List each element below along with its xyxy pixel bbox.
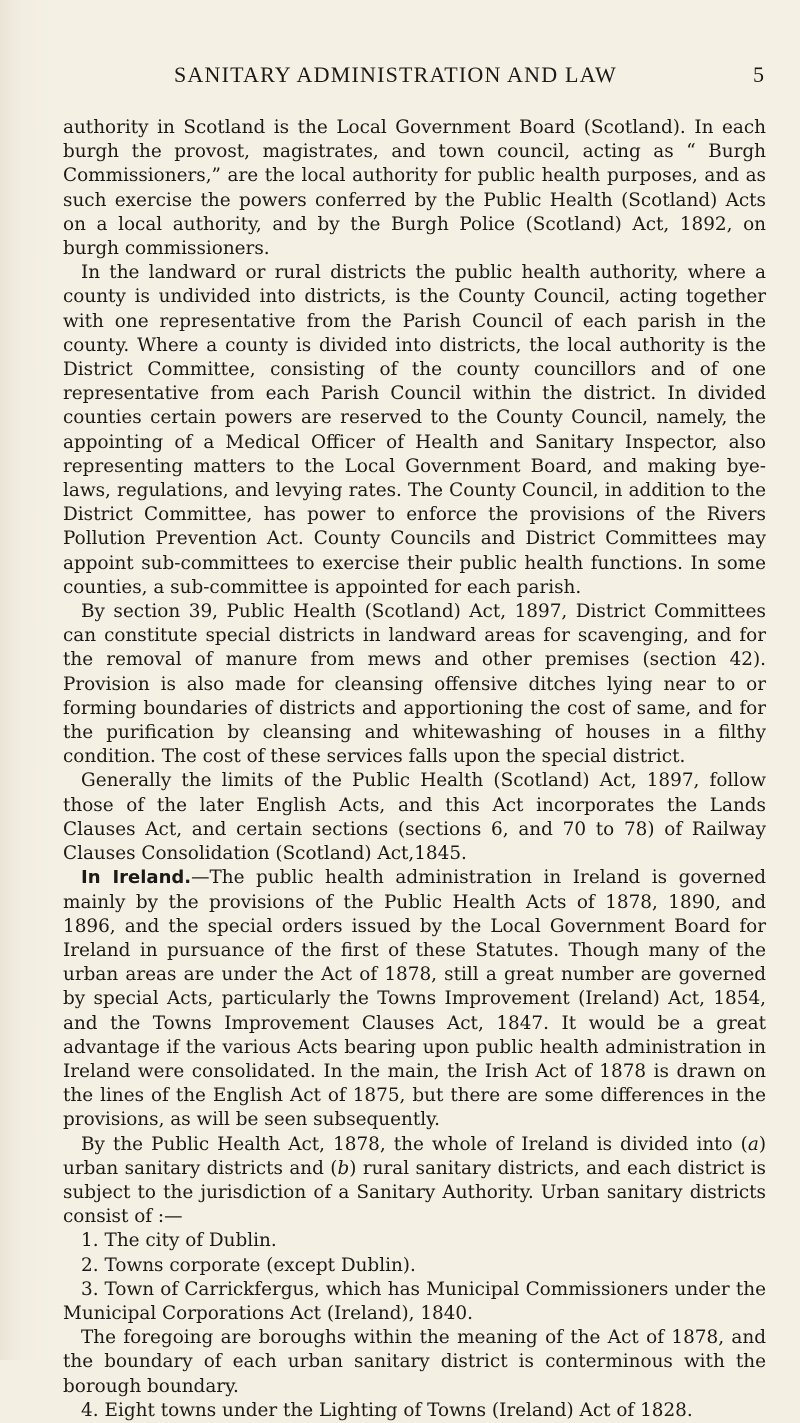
section-heading-ireland: In Ireland. bbox=[81, 867, 192, 889]
text-run: ) rural sanitary districts, and each district is subject to the jurisdiction of a Sanitary Authority. Urban sanitary districts consist of :— bbox=[63, 1157, 766, 1228]
list-item bbox=[63, 1229, 766, 1253]
page-number: 5 bbox=[753, 62, 764, 87]
list-text: Eight towns under the Lighting of Towns (Ireland) Act of 1828. bbox=[104, 1399, 693, 1421]
paragraph: Generally the limits of the Public Health (Scotland) Act, 1897, follow those of the later English Acts, and this Act incorporates the Lands Clauses Act, and certain sections (sections 6, and 70 to 78) of Railway Clauses Consolidation (Scotland) Act,1845. bbox=[63, 770, 766, 865]
list-item bbox=[63, 1254, 766, 1278]
text-run: ) urban sanitary districts and ( bbox=[63, 1133, 766, 1179]
list-item bbox=[63, 1278, 766, 1326]
italic-letter-a: a bbox=[747, 1133, 759, 1155]
list-number: 4. bbox=[81, 1399, 99, 1421]
body-text bbox=[63, 116, 766, 1423]
list-text: The city of Dublin. bbox=[104, 1230, 277, 1252]
running-head: SANITARY ADMINISTRATION AND LAW bbox=[174, 62, 617, 87]
list-item bbox=[63, 1399, 766, 1423]
list-text: Town of Carrickfergus, which has Municipal Commissioners under the Municipal Corporations Act (Ireland), 1840. bbox=[63, 1278, 766, 1324]
list-number: 2. bbox=[81, 1254, 99, 1276]
page-header bbox=[174, 62, 794, 92]
list-number: 1. bbox=[81, 1230, 99, 1252]
list-text: Towns corporate (except Dublin). bbox=[104, 1254, 416, 1276]
paragraph: By section 39, Public Health (Scotland) Act, 1897, District Committees can constitute special districts in landward areas for scavenging, and for the removal of manure from mews and other premises (section 42). Provision is also made for cleansing offensive ditches lying near to or forming boundaries of districts and apportioning the cost of same, and for the purification by cleansing and whitewashing of houses in a filthy condition. The cost of these services falls upon the special district. bbox=[63, 601, 766, 768]
paragraph: authority in Scotland is the Local Government Board (Scotland). In each burgh the provost, magistrates, and town council, acting as “ Burgh Commissioners,” are the local authority for public health purposes, and as such exercise the powers conferred by the Public Health (Scotland) Acts on a local authority, and by the Burgh Police (Scotland) Act, 1892, on burgh commissioners. bbox=[63, 117, 766, 260]
paragraph: In the landward or rural districts the public health authority, where a county is undivided into districts, is the County Council, acting together with one representative from the Parish Council of each parish in the county. Where a county is divided into districts, the local authority is the District Committee, consisting of the county councillors and of one representative from each Parish Council within the district. In divided counties certain powers are reserved to the County Council, namely, the appointing of a Medical Officer of Health and Sanitary Inspector, also representing matters to the Local Government Board, and making bye-laws, regulations, and levying rates. The County Council, in addition to the District Committee, has power to enforce the provisions of the Rivers Pollution Prevention Act. County Councils and District Committees may appoint sub-committees to exercise their public health functions. In some counties, a sub-committee is appointed for each parish. bbox=[63, 262, 766, 598]
italic-letter-b: b bbox=[337, 1157, 350, 1179]
districts-paragraph bbox=[63, 1133, 766, 1230]
ireland-text: —The public health administration in Ireland is governed mainly by the provisions of the Public Health Acts of 1878, 1890, and 1896, and the special orders issued by the Local Government Board for Ireland in pursuance of the first of these Statutes. Though many of the urban areas are under the Act of 1878, still a great number are governed by special Acts, particularly the Towns Improvement (Ireland) Act, 1854, and the Towns Improvement Clauses Act, 1847. It would be a great advantage if the various Acts bearing upon public health administration in Ireland were consolidated. In the main, the Irish Act of 1878 is drawn on the lines of the English Act of 1875, but there are some differences in the provisions, as will be seen subsequently. bbox=[63, 867, 767, 1131]
list-number: 3. bbox=[81, 1278, 99, 1300]
text-run: By the Public Health Act, 1878, the whole of Ireland is divided into ( bbox=[81, 1133, 748, 1155]
boroughs-paragraph: The foregoing are boroughs within the meaning of the Act of 1878, and the boundary of each urban sanitary district is conterminous with the borough boundary. bbox=[63, 1327, 766, 1397]
ireland-paragraph bbox=[63, 866, 766, 1132]
